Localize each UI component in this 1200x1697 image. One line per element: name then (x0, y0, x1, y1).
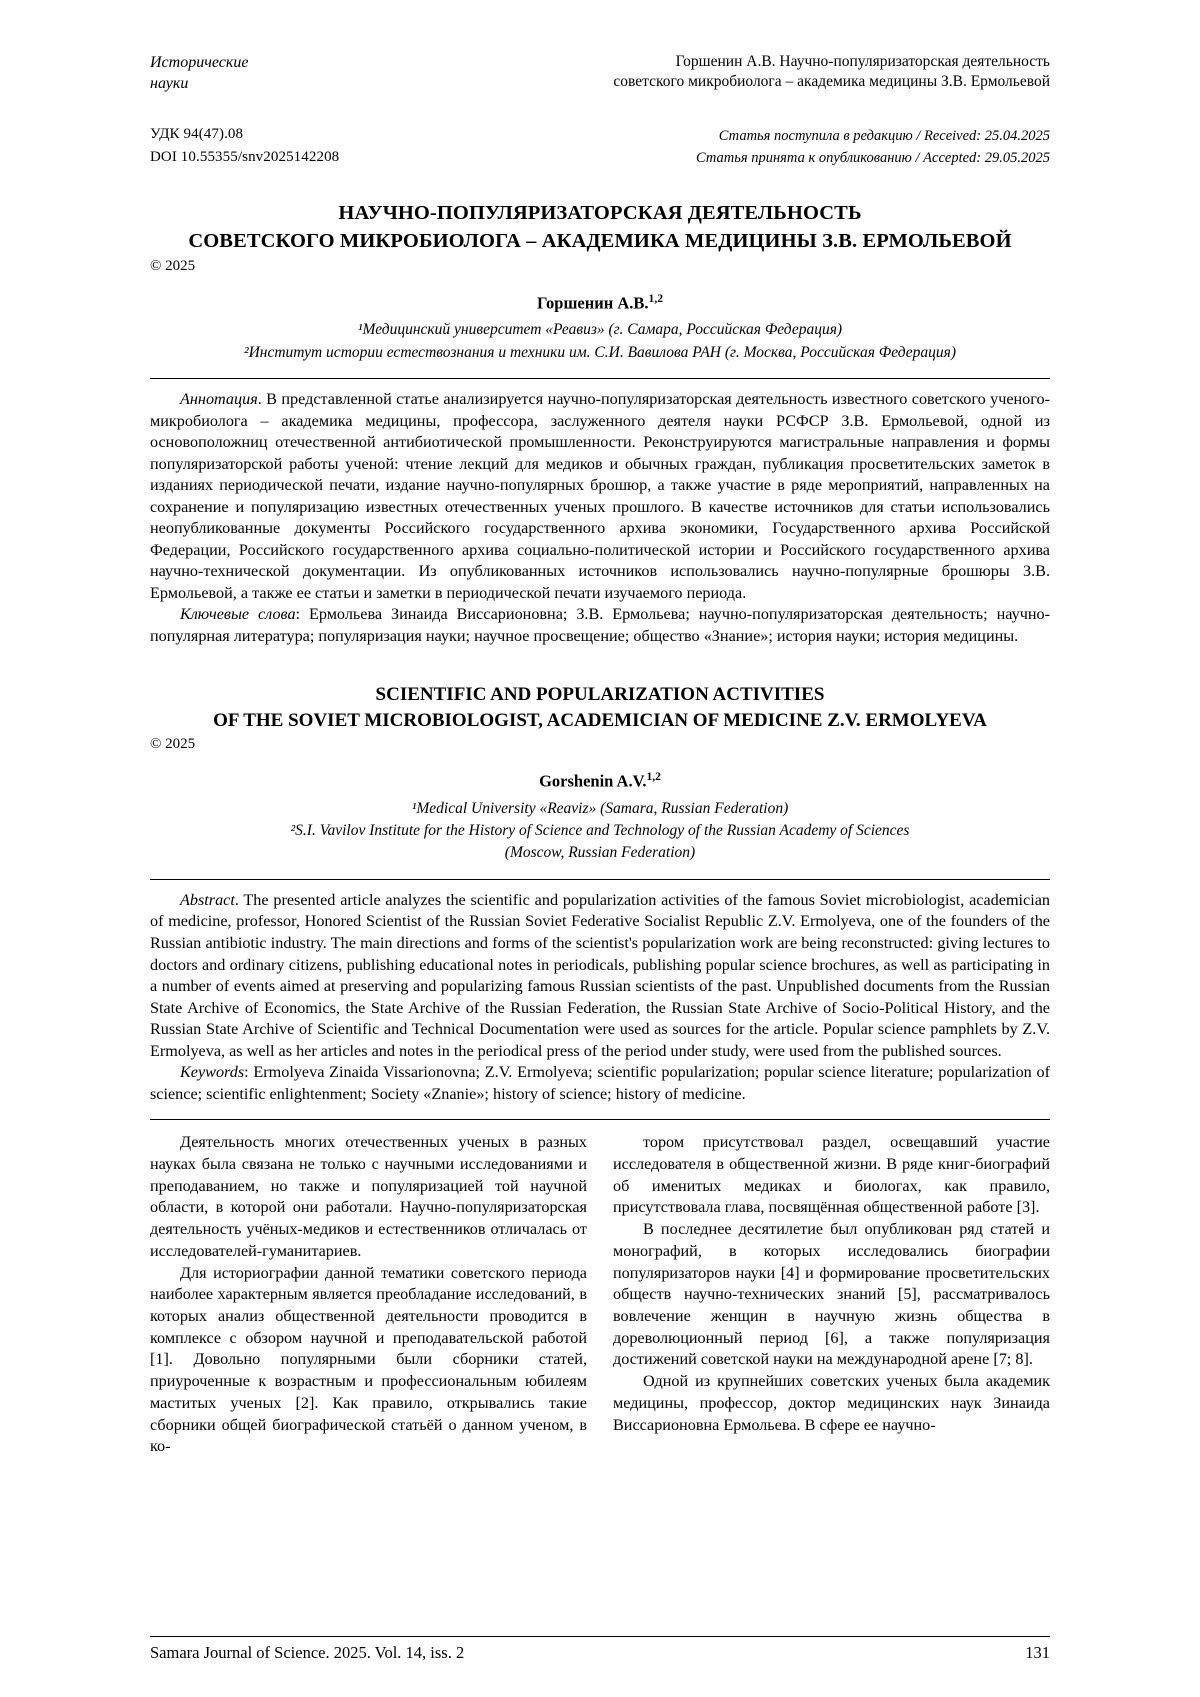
body-paragraph: тором присутствовал раздел, освещавший участие исследователя в общественной жизни. В ряде книг-биографий об именитых медиках и биологах, как правило, присутствовала глава, посвящённая общественной работе [3]. (613, 1133, 1050, 1217)
author-name-ru (150, 293, 1050, 314)
body-paragraph: Для историографии данной тематики советского периода наиболее характерным является преобладание исследований, в которых анализ общественной деятельности проводится в комплексе с обзором научной и преподавательской работой [1]. Довольно популярными были сборники статей, приуроченные к возрастным и профессиональным юбилеям маститых ученых [2]. Как правило, открывались такие сборники общей биографической статьёй о данном ученом, в ко- (150, 1263, 587, 1456)
affiliation-en-3: (Moscow, Russian Federation) (504, 844, 696, 862)
divider-top-ru (150, 378, 1050, 379)
body-paragraph: Одной из крупнейших советских ученых была академик медицины, профессор, доктор медицинских наук Зинаида Виссарионовна Ермольева. В сфере ее научно- (613, 1372, 1050, 1434)
affiliation-en-2: ²S.I. Vavilov Institute for the History of Science and Technology of the Russian Academy of Sciences (290, 821, 910, 839)
abstract-ru-text: . В представленной статье анализируется научно-популяризаторская деятельность известного советского ученого-микробиолога – академика медицины, профессора, заслуженного деятеля науки РСФСР З.В. Ермольевой, одной из основоположниц отечественной антибиотической промышленности. Реконструируются магистральные направления и формы популяризаторской работы ученой: чтение лекций для медиков и обычных граждан, публикация просветительских заметок в изданиях периодической печати, издание научно-популярных брошюр, а также участие в ряде мероприятий, направленных на сохранение и популяризацию известных отечественных ученых прошлого. В качестве источников для статьи использовались неопубликованные документы Российского государственного архива экономики, Государственного архива Российской Федерации, Российского государственного архива социально-политической истории и Российского государственного архива научно-технической документации. Из опубликованных источников использовались научно-популярные брошюры З.В. Ермольевой, а также ее статьи и заметки в периодической печати изучаемого периода. (150, 390, 1050, 602)
abstract-en-label: Abstract (180, 890, 235, 909)
keywords-en-label: Keywords (180, 1063, 245, 1082)
journal-citation: Samara Journal of Science. 2025. Vol. 14, iss. 2 (150, 1643, 465, 1662)
keywords-en-paragraph (150, 1062, 1050, 1105)
author-label-ru: Горшенин А.В. (537, 293, 649, 313)
page-title-ru-line2: СОВЕТСКОГО МИКРОБИОЛОГА – АКАДЕМИКА МЕДИЦИНЫ З.В. ЕРМОЛЬЕВОЙ (188, 229, 1012, 252)
page-title-en-line2: OF THE SOVIET MICROBIOLOGIST, ACADEMICIAN OF MEDICINE Z.V. ERMOLYEVA (213, 709, 987, 731)
article-dates (696, 126, 1050, 170)
affiliation-en-1: ¹Medical University «Reaviz» (Samara, Russian Federation) (411, 799, 789, 817)
body-column-right (613, 1132, 1050, 1458)
keywords-ru-paragraph (150, 604, 1050, 647)
copyright-ru: © 2025 (150, 257, 196, 274)
article-meta (150, 126, 1050, 172)
abstract-ru-label: Аннотация (180, 390, 258, 408)
running-head (150, 52, 1050, 94)
abstract-en-text: . The presented article analyzes the scientific and popularization activities of the famous Soviet microbiologist, academician of medicine, professor, Honored Scientist of the Russian Soviet Federative Socialist Republic Z.V. Ermolyeva, one of the founders of the Russian antibiotic industry. The main directions and forms of the scientist's popularization work are being reconstructed: giving lectures to doctors and ordinary citizens, publishing educational notes in periodicals, publishing popular science brochures, as well as participating in a number of events aimed at preserving and popularizing famous Russian scientists of the past. Unpublished documents from the Russian State Archive of Economics, the State Archive of the Russian Federation, the Russian State Archive of Socio-Political History, and the Russian State Archive of Scientific and Technical Documentation were used as sources for the article. Popular science pamphlets by Z.V. Ermolyeva, as well as her articles and notes in the periodical press of the period under study, were used from the published sources. (150, 890, 1050, 1060)
udk-code: УДК 94(47).08 (150, 126, 244, 143)
affiliation-ru-2: ²Институт истории естествознания и техники им. С.И. Вавилова РАН (г. Москва, Российская Федерация) (243, 343, 957, 361)
keywords-ru-text: : Ермольева Зинаида Виссарионовна; З.В. Ермольева; научно-популяризаторская деятельность; научно-популярная литература; популяризация науки; научное просвещение; общество «Знание»; история науки; история медицины. (150, 605, 1050, 646)
running-head-title-line1: Горшенин А.В. Научно-популяризаторская деятельность (675, 53, 1050, 70)
author-name-en (150, 771, 1050, 792)
running-head-section-line2: науки (150, 75, 189, 93)
author-label-en: Gorshenin A.V. (539, 771, 647, 791)
authors-en (150, 771, 1050, 865)
authors-ru (150, 293, 1050, 364)
running-head-section-line1: Исторические (150, 54, 249, 71)
author-affil-marker-ru: 1,2 (648, 292, 663, 305)
abstract-ru (150, 389, 1050, 648)
received-date: Статья поступила в редакцию / Received: 25.04.2025 (718, 128, 1050, 145)
page-title-en-line1: SCIENTIFIC AND POPULARIZATION ACTIVITIES (375, 683, 825, 705)
body-paragraph: Деятельность многих отечественных ученых в разных науках была связана не только с научными исследованиями и преподаванием, но также и популяризацией той научной области, в которой они работали. Научно-популяризаторская деятельность учёных-медиков и естественников отличалась от исследователей-гуманитариев. (150, 1133, 587, 1260)
body-paragraph: В последнее десятилетие был опубликован ряд статей и монографий, в которых исследовались биографии популяризаторов науки [4] и формирование просветительских обществ научно-технических знаний [5], рассматривалось вовлечение женщин в научную жизнь общества в дореволюционный период [6], а также популяризация достижений советской науки на международной арене [7; 8]. (613, 1220, 1050, 1369)
keywords-ru-label: Ключевые слова (180, 605, 296, 624)
page-number: 131 (1025, 1643, 1050, 1662)
affiliation-ru-1: ¹Медицинский университет «Реавиз» (г. Самара, Российская Федерация) (357, 321, 843, 339)
page-title-ru-line1: НАУЧНО-ПОПУЛЯРИЗАТОРСКАЯ ДЕЯТЕЛЬНОСТЬ (338, 202, 862, 225)
copyright-en: © 2025 (150, 736, 196, 752)
running-head-title (400, 52, 1050, 93)
page-footer (150, 1636, 1050, 1663)
running-head-title-line2: советского микробиолога – академика медицины З.В. Ермольевой (613, 73, 1050, 91)
article-identifiers (150, 126, 339, 172)
abstract-en-paragraph (150, 890, 1050, 1062)
running-head-section (150, 52, 400, 94)
abstract-en (150, 890, 1050, 1105)
title-block-ru (150, 200, 1050, 255)
title-block-en (150, 682, 1050, 734)
author-affil-marker-en: 1,2 (646, 771, 661, 783)
keywords-en-text: : Ermolyeva Zinaida Vissarionovna; Z.V. Ermolyeva; scientific popularization; popular science literature; popularization of science; scientific enlightenment; Society «Znanie»; history of science; history of medicine. (150, 1063, 1050, 1103)
article-body (150, 1132, 1050, 1458)
divider-body (150, 1119, 1050, 1120)
divider-top-en (150, 879, 1050, 880)
abstract-ru-paragraph (150, 389, 1050, 604)
accepted-date: Статья принята к опубликованию / Accepted: 29.05.2025 (696, 149, 1050, 166)
body-column-left (150, 1132, 587, 1458)
doi-code[interactable]: DOI 10.55355/snv2025142208 (150, 149, 340, 166)
